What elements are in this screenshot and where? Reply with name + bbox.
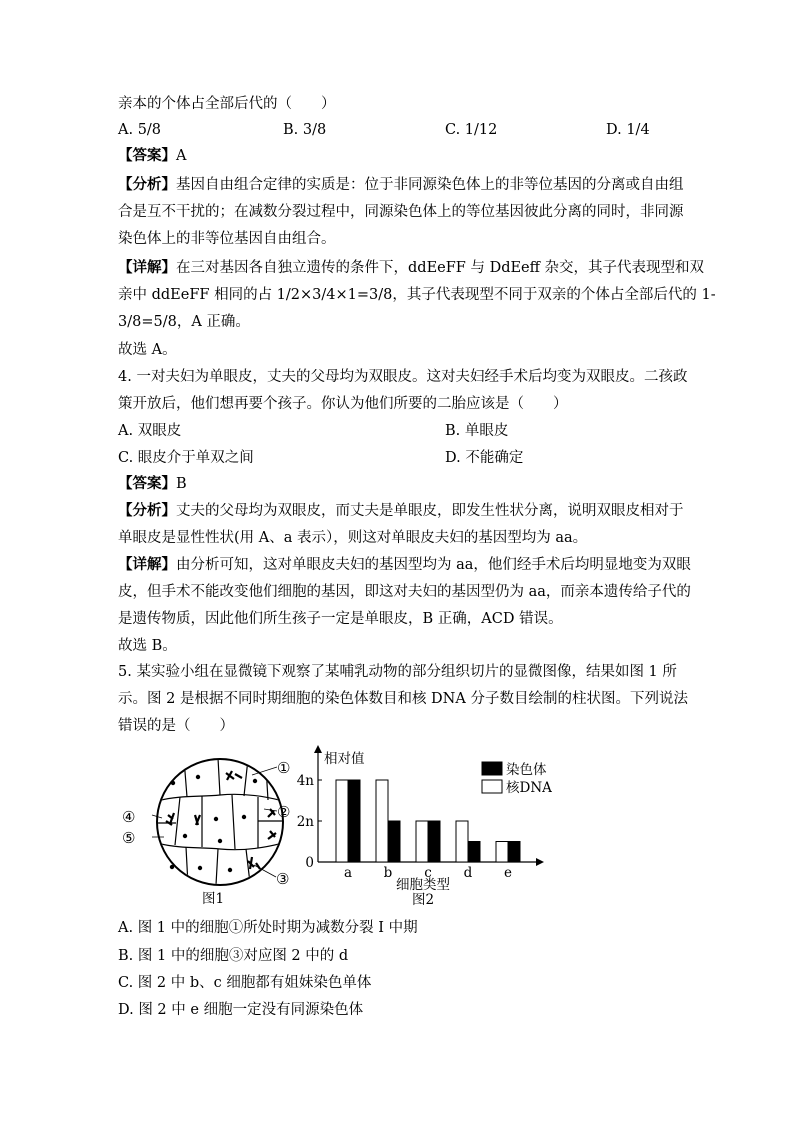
q3-detail-line-2: 亲中 ddEeFF 相同的占 1/2×3/4×1=3/8，其子代表现型不同于双亲的个体占全部后代的 1- [118,287,716,303]
q4-option-c: C. 眼皮介于单双之间 [118,450,254,466]
q4-analysis-line-2: 单眼皮是显性性状(用 A、a 表示），则这对单眼皮夫妇的基因型均为 aa。 [118,530,588,546]
q4-option-d: D. 不能确定 [445,450,524,466]
x-axis-label: 细胞类型 [396,877,450,893]
q4-detail-line-3: 是遗传物质，因此他们所生孩子一定是单眼皮，B 正确，ACD 错误。 [118,611,563,627]
label-1: ① [277,759,291,777]
label-4: ④ [122,808,136,826]
q3-analysis-line-3: 染色体上的非等位基因自由组合。 [118,231,336,247]
q3-option-a: A. 5/8 [118,122,162,138]
bar-d-chromosome [468,842,480,863]
q3-conclusion: 故选 A。 [118,342,177,358]
x-tick-label-b: b [383,865,393,881]
q3-analysis-line-1: 【分析】基因自由组合定律的实质是：位于非同源染色体上的非等位基因的分离或自由组 [118,176,684,193]
q5-stem-line-3: 错误的是（ ） [118,718,234,734]
y-tick-label: 0 [305,855,314,871]
section-outline [157,759,283,885]
detail-tag: 【详解】 [118,259,176,276]
y-axis-label: 相对值 [324,751,365,767]
legend-swatch-chromosome [482,762,502,775]
y-tick-label: 4n [296,773,314,789]
q4-detail-line-2: 皮，但手术不能改变他们细胞的基因，即这对夫妇的基因型仍为 aa，而亲本遗传给子代的 [118,584,691,600]
figure-2-chart [290,745,560,910]
x-axis-arrow [536,858,544,866]
q3-answer [118,146,186,166]
q4-answer [118,474,187,494]
answer-tag: 【答案】 [118,147,176,164]
answer-value: B [176,476,187,492]
legend-swatch-dna [482,780,502,793]
q4-detail-line-1: 【详解】由分析可知，这对单眼皮夫妇的基因型均为 aa，他们经手术后均明显地变为双眼 [118,556,691,573]
q4-stem-line-2: 策开放后，他们想再要个孩子。你认为他们所要的二胎应该是（ ） [118,396,568,412]
bar-b-chromosome [388,821,400,862]
bar-d-dna [456,821,468,862]
bar-c-dna [416,821,428,862]
q5-option-b: B. 图 1 中的细胞③对应图 2 中的 d [118,948,349,964]
legend-label-dna: 核DNA [506,780,552,796]
bar-a-chromosome [348,780,360,862]
y-tick-label: 2n [296,814,314,830]
bar-e-chromosome [508,842,520,863]
q4-option-a: A. 双眼皮 [118,423,182,439]
label-5: ⑤ [122,829,136,847]
x-tick-label-a: a [343,865,353,881]
q5-stem-line-1: 5. 某实验小组在显微镜下观察了某哺乳动物的部分组织切片的显微图像，结果如图 1 所 [118,664,677,680]
bar-b-dna [376,780,388,862]
q4-option-b: B. 单眼皮 [445,423,509,439]
q3-stem-tail: 亲本的个体占全部后代的（ ） [118,96,336,112]
q3-detail-line-3: 3/8=5/8，A 正确。 [118,314,250,330]
detail-tag: 【详解】 [118,556,176,573]
bar-c-chromosome [428,821,440,862]
legend-label-chromosome: 染色体 [506,762,547,778]
q5-option-c: C. 图 2 中 b、c 细胞都有姐妹染色单体 [118,975,372,991]
label-2: ② [277,803,291,821]
label-3: ③ [276,870,290,888]
y-axis-arrow [314,745,322,753]
analysis-tag: 【分析】 [118,502,176,519]
q3-option-b: B. 3/8 [283,122,327,138]
q3-detail-line-1: 【详解】在三对基因各自独立遗传的条件下，ddEeFF 与 DdEeff 杂交，其子代表现型和双 [118,259,705,276]
answer-tag: 【答案】 [118,475,176,492]
q5-option-a: A. 图 1 中的细胞①所处时期为减数分裂 I 中期 [118,920,418,936]
q3-option-c: C. 1/12 [445,122,498,138]
answer-value: A [176,148,187,164]
q4-stem-line-1: 4. 一对夫妇为单眼皮，丈夫的父母均为双眼皮。这对夫妇经手术后均变为双眼皮。二孩政 [118,369,688,385]
fig2-caption: 图2 [412,892,435,908]
bar-e-dna [496,842,508,863]
q3-option-d: D. 1/4 [606,122,650,138]
q5-option-d: D. 图 2 中 e 细胞一定没有同源染色体 [118,1002,364,1018]
analysis-tag: 【分析】 [118,176,176,193]
x-tick-label-c: c [424,865,432,881]
q4-conclusion: 故选 B。 [118,638,177,654]
fig1-caption: 图1 [202,891,225,907]
q5-stem-line-2: 示。图 2 是根据不同时期细胞的染色体数目和核 DNA 分子数目绘制的柱状图。下列说法 [118,691,688,707]
x-tick-label-e: e [504,865,512,881]
q3-analysis-line-2: 合是互不干扰的；在减数分裂过程中，同源染色体上的等位基因彼此分离的同时，非同源 [118,204,684,220]
bar-a-dna [336,780,348,862]
q4-analysis-line-1: 【分析】丈夫的父母均为双眼皮，而丈夫是单眼皮，即发生性状分离，说明双眼皮相对于 [118,502,684,519]
x-tick-label-d: d [463,865,473,881]
